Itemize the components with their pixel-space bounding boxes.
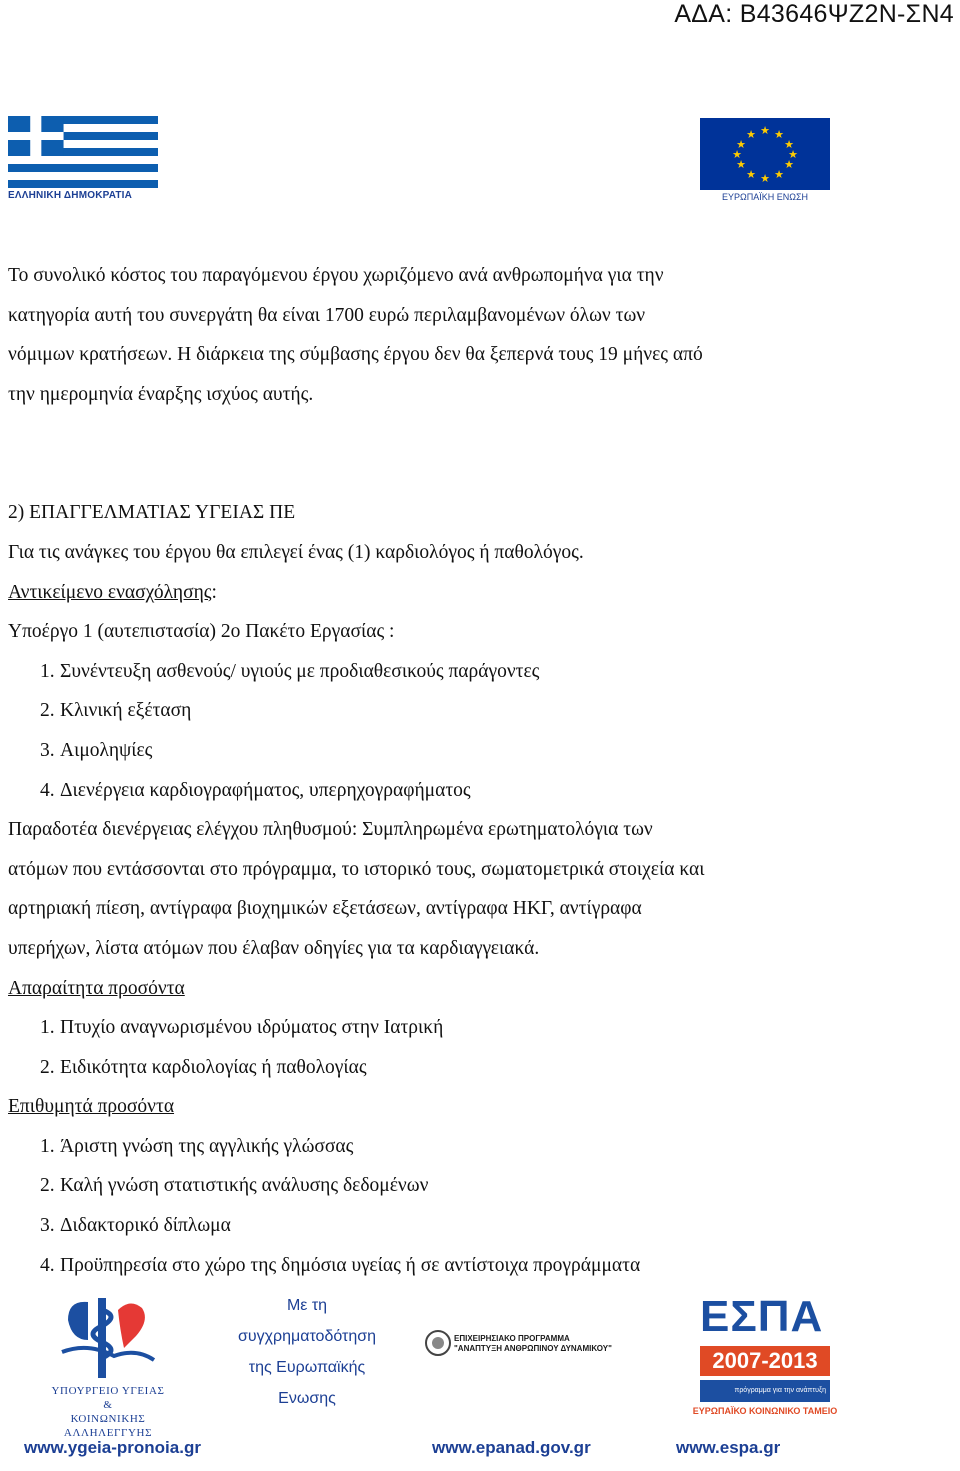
svg-text:★: ★: [736, 138, 746, 151]
svg-text:★: ★: [732, 148, 742, 161]
subproject-line: Υποέργο 1 (αυτεπιστασία) 2ο Πακέτο Εργασίας :: [8, 621, 395, 643]
url-epanad[interactable]: www.epanad.gov.gr: [432, 1438, 591, 1457]
espa-years: 2007-2013: [700, 1346, 830, 1376]
list-item: 2. Κλινική εξέταση: [40, 700, 192, 722]
greek-republic-logo: [8, 116, 158, 201]
list-item: 1. Άριστη γνώση της αγγλικής γλώσσας: [40, 1135, 354, 1157]
tasks-list: [8, 652, 948, 810]
ministry-caption: ΥΠΟΥΡΓΕΙΟ ΥΓΕΙΑΣ & ΚΟΙΝΩΝΙΚΗΣ ΑΛΛΗΛΕΓΓΥΗΣ: [51, 1385, 165, 1439]
espa-title: ΕΣΠΑ: [700, 1292, 824, 1341]
deliverables-line-3: αρτηριακή πίεση, αντίγραφα βιοχημικών εξετάσεων, αντίγραφα ΗΚΓ, αντίγραφα: [8, 898, 642, 920]
svg-text:★: ★: [746, 128, 756, 141]
svg-text:★: ★: [736, 158, 746, 171]
required-heading: Απαραίτητα προσόντα: [8, 977, 185, 999]
required-list: [8, 1008, 948, 1087]
cofunding-text: Με τη συγχρηματοδότηση της Ευρωπαϊκής Ενωσης: [237, 1297, 377, 1407]
list-item: 2. Καλή γνώση στατιστικής ανάλυσης δεδομένων: [40, 1175, 429, 1197]
greek-flag-icon: [8, 116, 158, 188]
list-item: 4. Προϋπηρεσία στο χώρο της δημόσια υγείας ή σε αντίστοιχα προγράμματα: [40, 1254, 641, 1276]
desired-heading: Επιθυμητά προσόντα: [8, 1096, 175, 1118]
eu-flag-icon: [700, 118, 830, 190]
list-item: 3. Διδακτορικό δίπλωμα: [40, 1215, 231, 1237]
needs-paragraph: Για τις ανάγκες του έργου θα επιλεγεί ένας (1) καρδιολόγος ή παθολόγος.: [8, 541, 584, 563]
url-ygeia[interactable]: www.ygeia-pronoia.gr: [24, 1438, 201, 1457]
object-heading-colon: :: [211, 581, 217, 603]
deliverables-line-1: Παραδοτέα διενέργειας ελέγχου πληθυσμού: Συμπληρωμένα ερωτηματολόγια των: [8, 819, 653, 841]
espa-fund-caption: ΕΥΡΩΠΑΪΚΟ ΚΟΙΝΩΝΙΚΟ ΤΑΜΕΙΟ: [692, 1406, 838, 1416]
list-item: 2. Ειδικότητα καρδιολογίας ή παθολογίας: [40, 1056, 367, 1078]
list-item: 3. Αιμοληψίες: [40, 739, 153, 761]
svg-text:★: ★: [788, 148, 798, 161]
cost-paragraph-line-2: κατηγορία αυτή του συνεργάτη θα είναι 1700 ευρώ περιλαμβανομένων όλων των: [8, 304, 646, 326]
deliverables-line-2: ατόμων που εντάσσονται στο πρόγραμμα, το ιστορικό τους, σωματομετρικά στοιχεία και: [8, 858, 705, 880]
svg-text:★: ★: [774, 128, 784, 141]
svg-text:★: ★: [760, 124, 770, 137]
list-item: 4. Διενέργεια καρδιογραφήματος, υπερηχογραφήματος: [40, 779, 471, 801]
deliverables-line-4: υπερήχων, λίστα ατόμων που έλαβαν οδηγίες για τα καρδιαγγειακά.: [8, 937, 540, 959]
list-item: 1. Πτυχίο αναγνωρισμένου ιδρύματος στην Ιατρική: [40, 1017, 444, 1039]
svg-text:★: ★: [784, 158, 794, 171]
document-body: [8, 256, 948, 1285]
desired-list: [8, 1127, 948, 1285]
espa-strip: πρόγραμμα για την ανάπτυξη: [700, 1380, 830, 1402]
url-espa[interactable]: www.espa.gr: [676, 1438, 781, 1457]
ada-code: ΑΔΑ: Β43646ΨΖ2Ν-ΣΝ4: [674, 0, 954, 28]
epanad-caption: ΕΠΙΧΕΙΡΗΣΙΑΚΟ ΠΡΟΓΡΑΜΜΑ "ΑΝΑΠΤΥΞΗ ΑΝΘΡΩΠΙΝΟΥ ΔΥΝΑΜΙΚΟΥ": [454, 1334, 612, 1353]
svg-text:★: ★: [784, 138, 794, 151]
eu-flag-caption: ΕΥΡΩΠΑΪΚΗ ΕΝΩΣΗ: [721, 192, 809, 202]
object-heading-text: Αντικείμενο ενασχόλησης: [8, 581, 212, 603]
footer-logos: [0, 1288, 960, 1471]
greek-flag-caption: ΕΛΛΗΝΙΚΗ ΔΗΜΟΚΡΑΤΙΑ: [8, 190, 133, 201]
section-title: 2) ΕΠΑΓΓΕΛΜΑΤΙΑΣ ΥΓΕΙΑΣ ΠΕ: [8, 502, 296, 524]
cost-paragraph-line-4: την ημερομηνία έναρξης ισχύος αυτής.: [8, 383, 314, 405]
cost-paragraph-line-1: Το συνολικό κόστος του παραγόμενου έργου χωριζόμενο ανά ανθρωπομήνα για την: [8, 265, 664, 286]
list-item: 1. Συνέντευξη ασθενούς/ υγιούς με προδιαθεσικούς παράγοντες: [40, 660, 540, 682]
svg-text:★: ★: [774, 168, 784, 181]
cost-paragraph-line-3: νόμιμων κρατήσεων. Η διάρκεια της σύμβασης έργου δεν θα ξεπερνά τους 19 μήνες από: [8, 344, 703, 366]
svg-text:★: ★: [746, 168, 756, 181]
svg-text:★: ★: [760, 172, 770, 185]
european-union-logo: [700, 118, 830, 202]
object-heading: [8, 573, 948, 613]
